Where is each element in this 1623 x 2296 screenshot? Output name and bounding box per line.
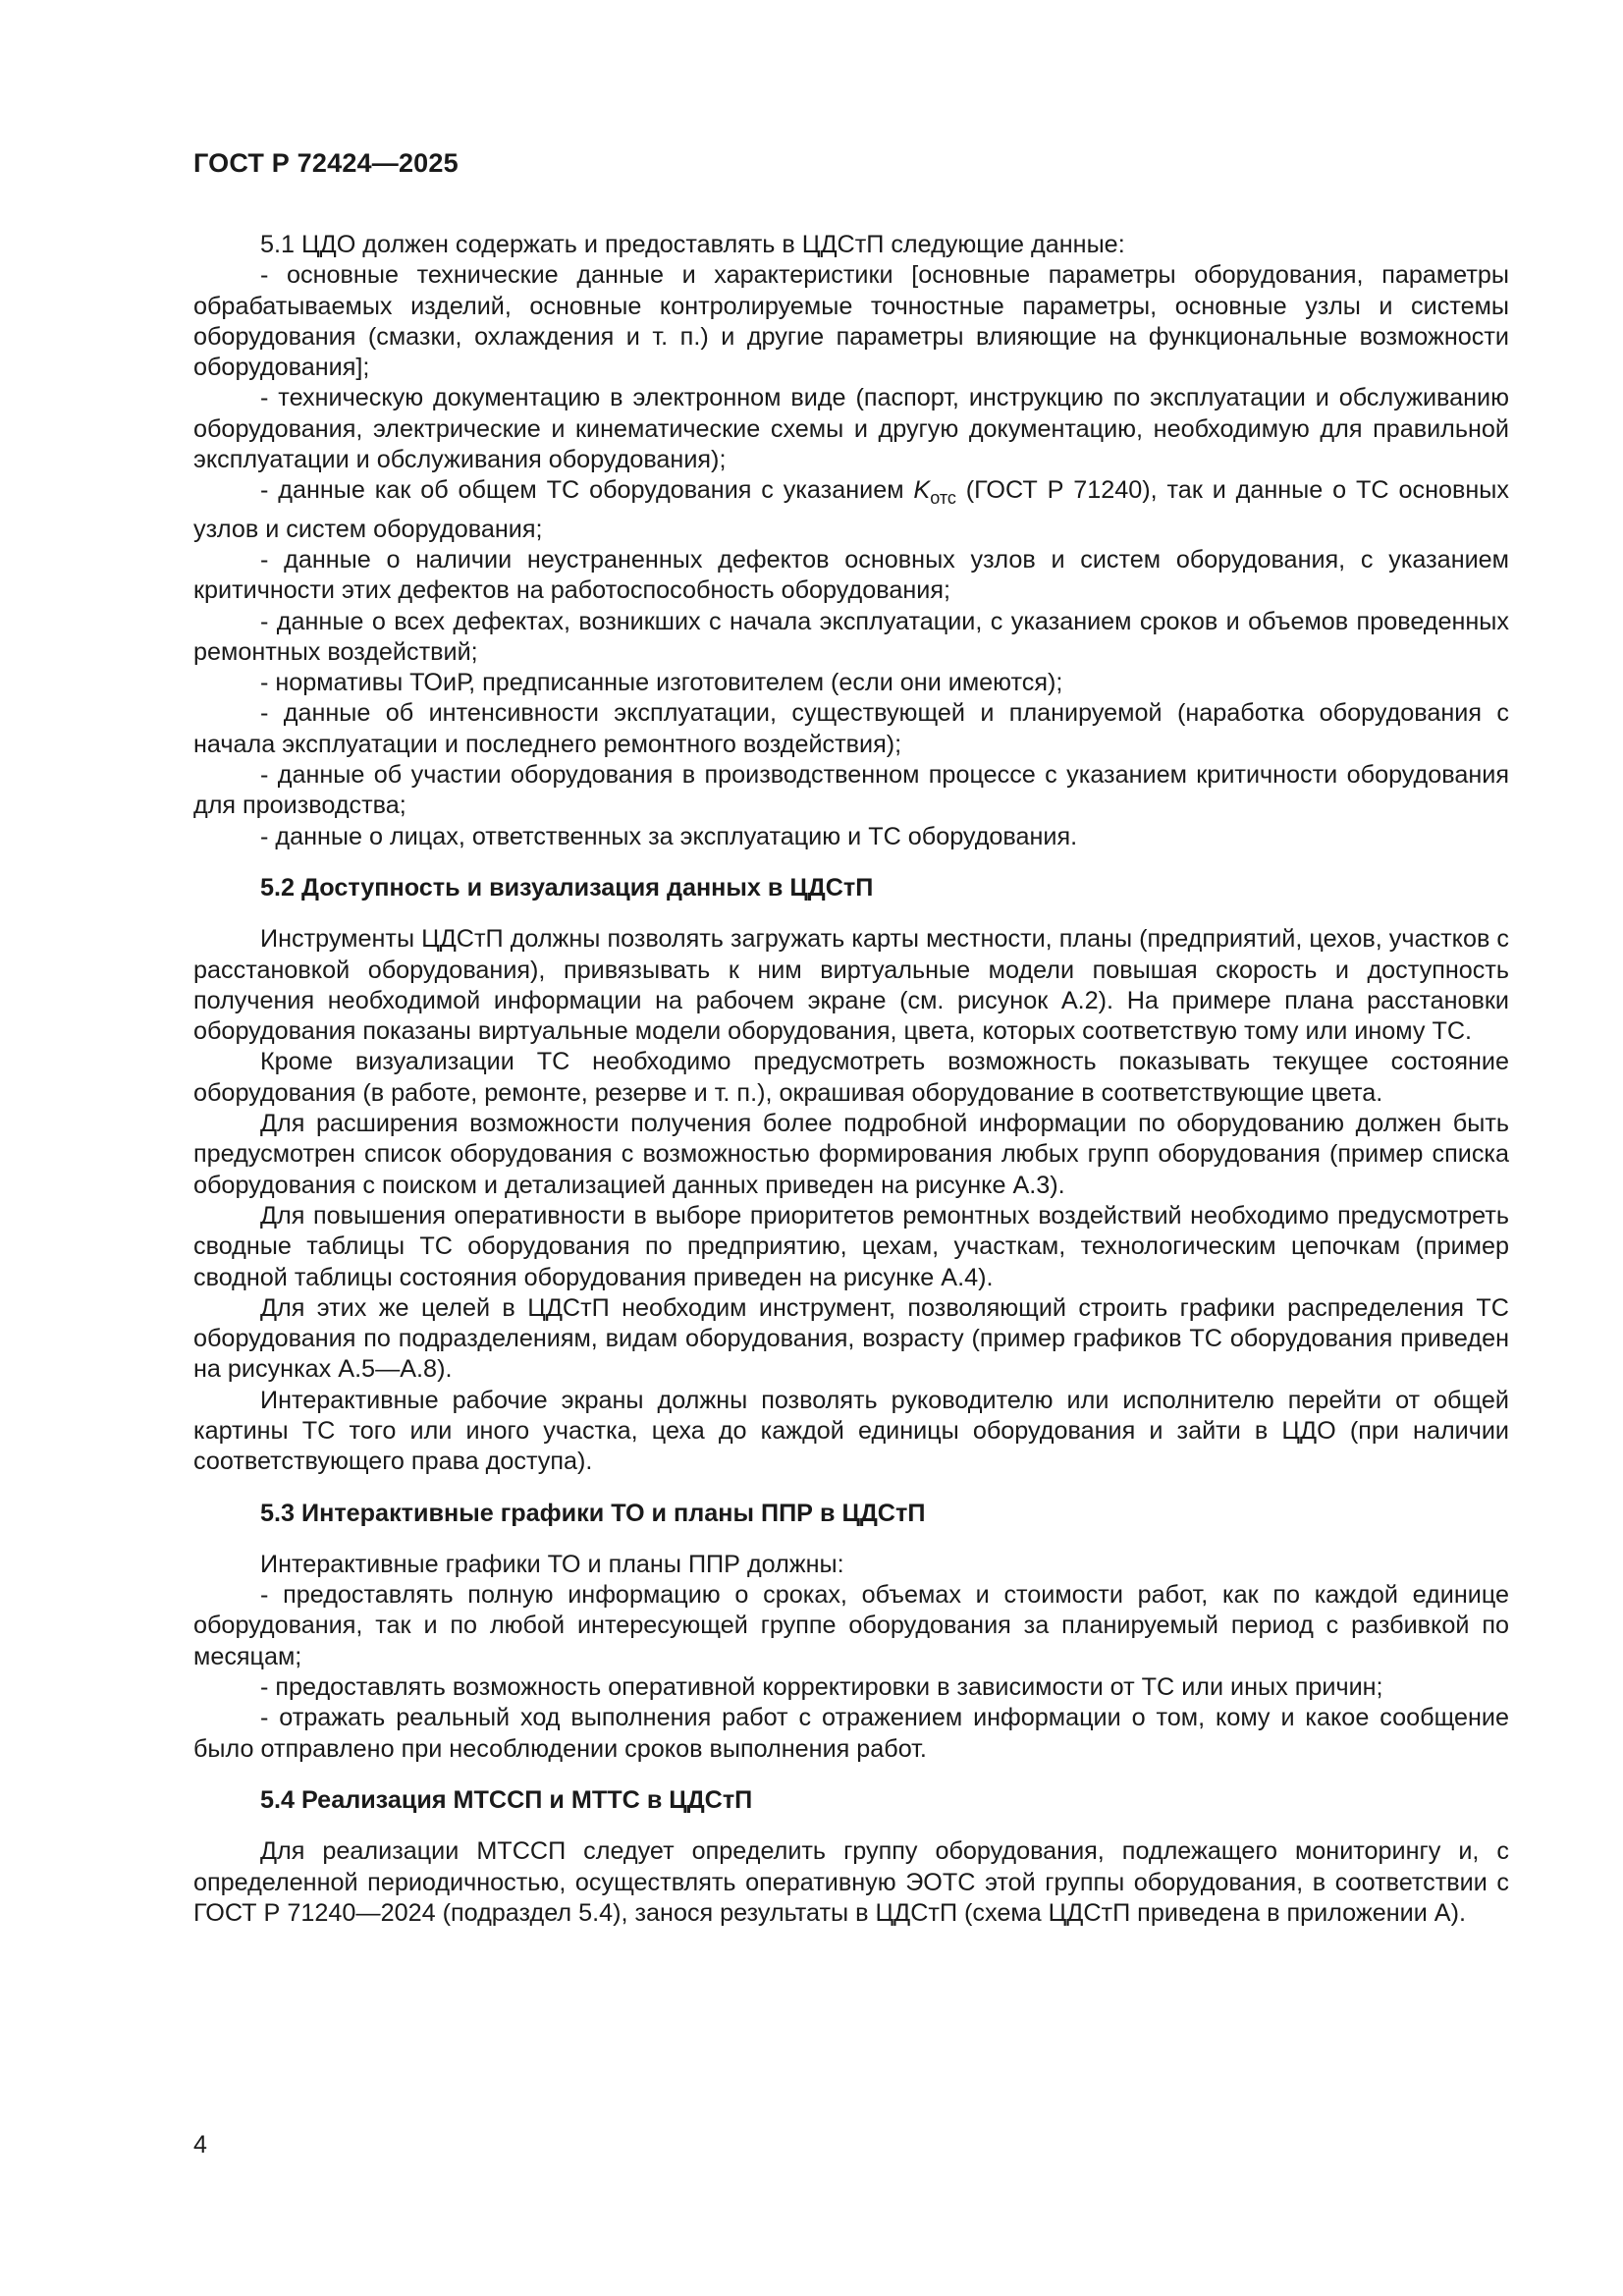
paragraph: Для реализации МТССП следует определить группу оборудования, подлежащего мониторингу и, с определенной периодичностью, осуществлять оперативную ЭОТС этой группы оборудования, в соответствии с ГОСТ Р 71240—2024 (подраздел 5.4), занося результаты в ЦДСтП (схема ЦДСтП приведена в приложении А). — [193, 1837, 1509, 1927]
document-code: ГОСТ Р 72424—2025 — [193, 148, 459, 178]
section-5-2-heading: 5.2 Доступность и визуализация данных в ЦДСтП — [260, 873, 874, 902]
paragraph: Инструменты ЦДСтП должны позволять загружать карты местности, планы (предприятий, цехов, участков с расстановкой оборудования), привязывать к ним виртуальные модели повышая скорость и доступность получения необходимой информации на рабочем экране (см. рисунок А.2). На примере плана расстановки оборудования показаны виртуальные модели оборудования, цвета, которых соответствую тому или иному ТС. — [193, 925, 1509, 1046]
paragraph: Для повышения оперативности в выборе приоритетов ремонтных воздействий необходимо предусмотреть сводные таблицы ТС оборудования по предприятию, цехам, участкам, технологическим цепочкам (пример сводной таблицы состояния оборудования приведен на рисунке А.4). — [193, 1201, 1509, 1291]
paragraph: Для этих же целей в ЦДСтП необходим инструмент, позволяющий строить графики распределения ТС оборудования по подразделениям, видам оборудования, возрасту (пример графиков ТС оборудования приведен на рисунках А.5—А.8). — [193, 1293, 1509, 1384]
paragraph: Для расширения возможности получения более подробной информации по оборудованию должен быть предусмотрен список оборудования с возможностью формирования любых групп оборудования (пример списка оборудования с поиском и детализацией данных приведен на рисунке А.3). — [193, 1110, 1509, 1199]
list-item: - предоставлять возможность оперативной корректировки в зависимости от ТС или иных причин; — [260, 1673, 1383, 1702]
list-item: - данные о лицах, ответственных за эксплуатацию и ТС оборудования. — [260, 822, 1078, 850]
list-item: - предоставлять полную информацию о сроках, объемах и стоимости работ, как по каждой единице оборудования, так и по любой интересующей группе оборудования за планируемый период с разбивкой по месяцам; — [193, 1581, 1509, 1670]
list-item: - техническую документацию в электронном виде (паспорт, инструкцию по эксплуатации и обслуживанию оборудования, электрические и кинематические схемы и другую документацию, необходимую для правильной эксплуатации и обслуживания оборудования); — [193, 384, 1509, 474]
list-item: - данные о наличии неустраненных дефектов основных узлов и систем оборудования, с указанием критичности этих дефектов на работоспособность оборудования; — [193, 545, 1509, 605]
list-item-k-ots — [193, 475, 1509, 545]
paragraph: Интерактивные графики ТО и планы ППР должны: — [260, 1550, 844, 1578]
paragraph: Кроме визуализации ТС необходимо предусмотреть возможность показывать текущее состояние оборудования (в работе, ремонте, резерве и т. п.), окрашивая оборудование в соответствующие цвета. — [193, 1048, 1509, 1107]
list-item: - данные об интенсивности эксплуатации, существующей и планируемой (наработка оборудования с начала эксплуатации и последнего ремонтного воздействия); — [193, 699, 1509, 758]
k-symbol: K — [913, 476, 931, 505]
list-item: - данные об участии оборудования в производственном процессе с указанием критичности оборудования для производства; — [193, 761, 1509, 820]
document-page — [193, 147, 1509, 1929]
list-item: - нормативы ТОиР, предписанные изготовителем (если они имеются); — [260, 669, 1063, 697]
list-item: - отражать реальный ход выполнения работ с отражением информации о том, кому и какое сообщение было отправлено при несоблюдении сроков выполнения работ. — [193, 1704, 1509, 1763]
section-5-4-heading: 5.4 Реализация МТССП и МТТС в ЦДСтП — [260, 1785, 753, 1814]
section-5-3-heading: 5.3 Интерактивные графики ТО и планы ППР в ЦДСтП — [260, 1499, 926, 1527]
page-number: 4 — [193, 2131, 207, 2159]
k-item-before: - данные как об общем ТС оборудования с указанием — [260, 476, 914, 505]
list-item: - данные о всех дефектах, возникших с начала эксплуатации, с указанием сроков и объемов проведенных ремонтных воздействий; — [193, 607, 1509, 666]
k-subscript: отс — [930, 488, 956, 509]
list-item: - основные технические данные и характеристики [основные параметры оборудования, параметры обрабатываемых изделий, основные контролируемые точностные параметры, основные узлы и системы оборудования (смазки, охлаждения и т. п.) и другие параметры влияющие на функциональные возможности оборудования]; — [193, 261, 1509, 382]
k-item-after: (ГОСТ Р 71240), так и данные о ТС основных узлов и систем оборудования; — [193, 476, 1509, 543]
paragraph: Интерактивные рабочие экраны должны позволять руководителю или исполнителю перейти от общей картины ТС того или иного участка, цеха до каждой единицы оборудования и зайти в ЦДО (при наличии соответствующего права доступа). — [193, 1386, 1509, 1476]
section-5-1-intro: 5.1 ЦДО должен содержать и предоставлять в ЦДСтП следующие данные: — [260, 231, 1125, 258]
